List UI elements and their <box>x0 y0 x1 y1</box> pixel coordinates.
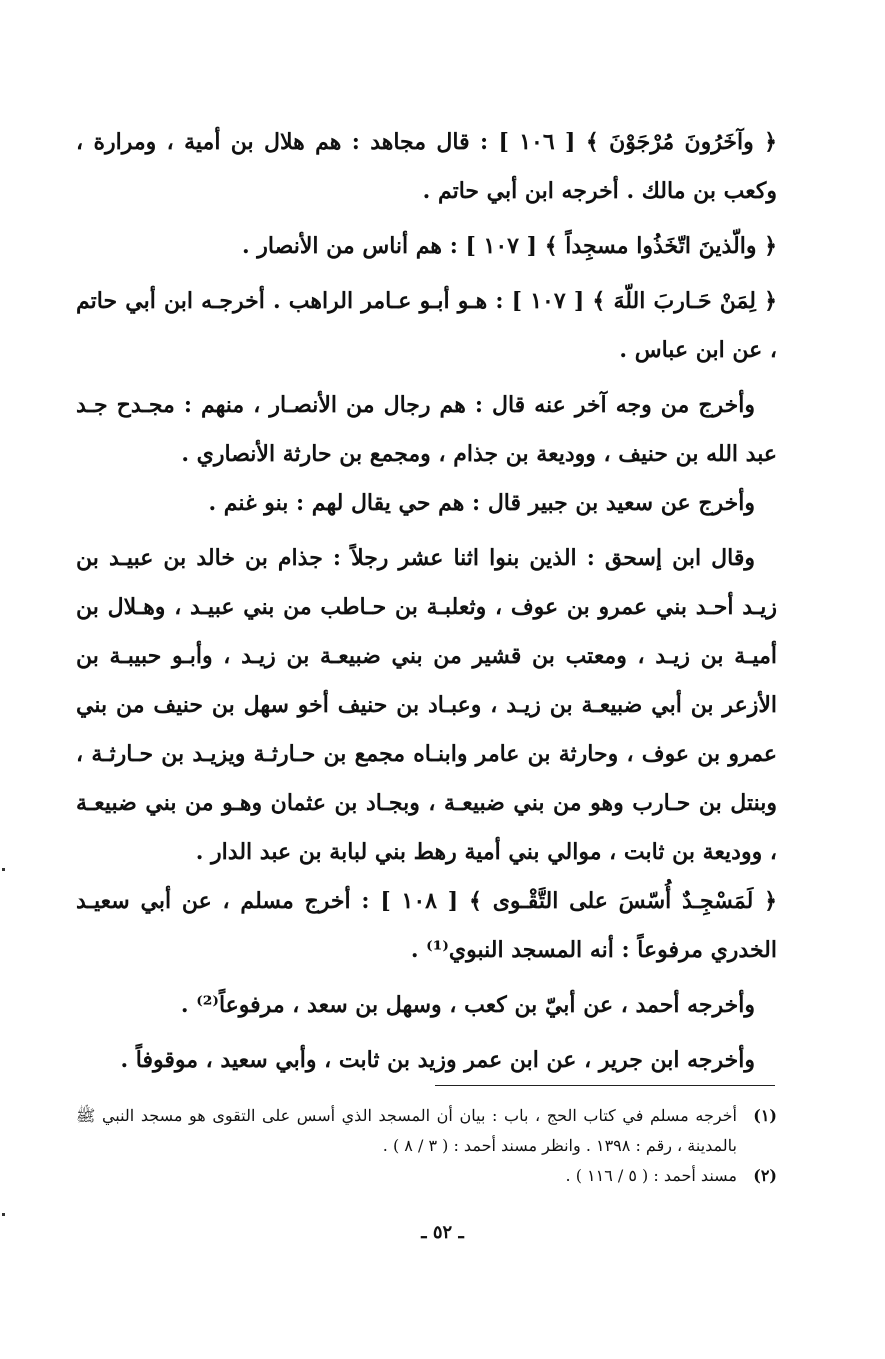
footnote-number: (٢) <box>753 1166 777 1185</box>
paragraph-verse-106: ﴿ وآخَرُونَ مُرْجَوْنَ ﴾ [ ١٠٦ ] : قال مجاهد : هم هلال بن أمية ، ومرارة ، وكعب بن مالك . أخرجه ابن أبي حاتم . <box>76 129 777 204</box>
scan-edge-mark <box>2 868 5 871</box>
paragraph-bani-ghanm: وأخرج عن سعيد بن جبير قال : هم حي يقال لهم : بنو غنم . <box>208 490 755 516</box>
footnote-1 <box>76 1101 777 1161</box>
footnote-number: (١) <box>753 1106 777 1125</box>
footnote-text: أخرجه مسلم في كتاب الحج ، باب : بيان أن المسجد الذي أسس على التقوى هو مسجد النبي ﷺ بالمدينة ، رقم : ١٣٩٨ . وانظر مسند أحمد : ( ٣ / ٨ ) . <box>76 1106 737 1155</box>
paragraph-verse-107-fought: ﴿ لِمَنْ حَـاربَ اللّهَ ﴾ [ ١٠٧ ] : هـو أبـو عـامر الراهب . أخرجـه ابن أبي حاتم ، عن ابن عباس . <box>76 288 778 363</box>
footnote-text: مسند أحمد : ( ٥ / ١١٦ ) . <box>565 1166 737 1185</box>
paragraph-ansar-men: وأخرج من وجه آخر عنه قال : هم رجال من الأنصـار ، منهم : مجـدح جـد عبد الله بن حنيف ، ووديعة بن جذام ، ومجمع بن حارثة الأنصاري . <box>76 392 777 467</box>
paragraph-verse-107-mosque: ﴿ والّذينَ اتّخَذُوا مسجِداً ﴾ [ ١٠٧ ] : هم أناس من الأنصار . <box>241 233 777 259</box>
paragraph-ibn-jarir: وأخرجه ابن جرير ، عن ابن عمر وزيد بن ثابت ، وأبي سعيد ، موقوفاً . <box>120 1047 755 1073</box>
footnote-2 <box>76 1161 777 1191</box>
page-number: ـ ٥٢ ـ <box>421 1222 464 1243</box>
scan-edge-mark <box>2 1213 5 1216</box>
footnotes <box>76 1101 777 1191</box>
paragraph-ahmad: وأخرجه أحمد ، عن أبيّ بن كعب ، وسهل بن سعد ، مرفوعاً⁽²⁾ . <box>180 992 755 1018</box>
paragraph-verse-108: ﴿ لَمَسْجِـدٌ أُسّسَ على التَّقْـوى ﴾ [ ١٠٨ ] : أخرج مسلم ، عن أبي سعيـد الخدري مرفوعاً : أنه المسجد النبوي⁽¹⁾ . <box>76 888 777 963</box>
footnote-divider <box>435 1085 775 1086</box>
paragraph-ibn-ishaq: وقال ابن إسحق : الذين بنوا اثنا عشر رجلاً : جذام بن خالد بن عبيـد بن زيـد أحـد بني عمرو بن عوف ، وثعلبـة بن حـاطب من بني عبيـد ، وهـلال بن أميـة بن زيـد ، ومعتب بن قشير من بني ضبيعـة بن زيـد ، وأبـو حبيبـة بن الأزعر بن أبي ضبيعـة بن زيـد ، وعبـاد بن حنيف أخو سهل بن حنيف من بني عمرو بن عوف ، وحارثة بن عامر وابنـاه مجمع بن حـارثـة ويزيـد بن حـارثـة ، وبنتل بن حـارب وهو من بني ضبيعـة ، وبجـاد بن عثمان وهـو من بني ضبيعـة ، ووديعة بن ثابت ، موالي بني أمية رهط بني لبابة بن عبد الدار . <box>76 545 777 865</box>
